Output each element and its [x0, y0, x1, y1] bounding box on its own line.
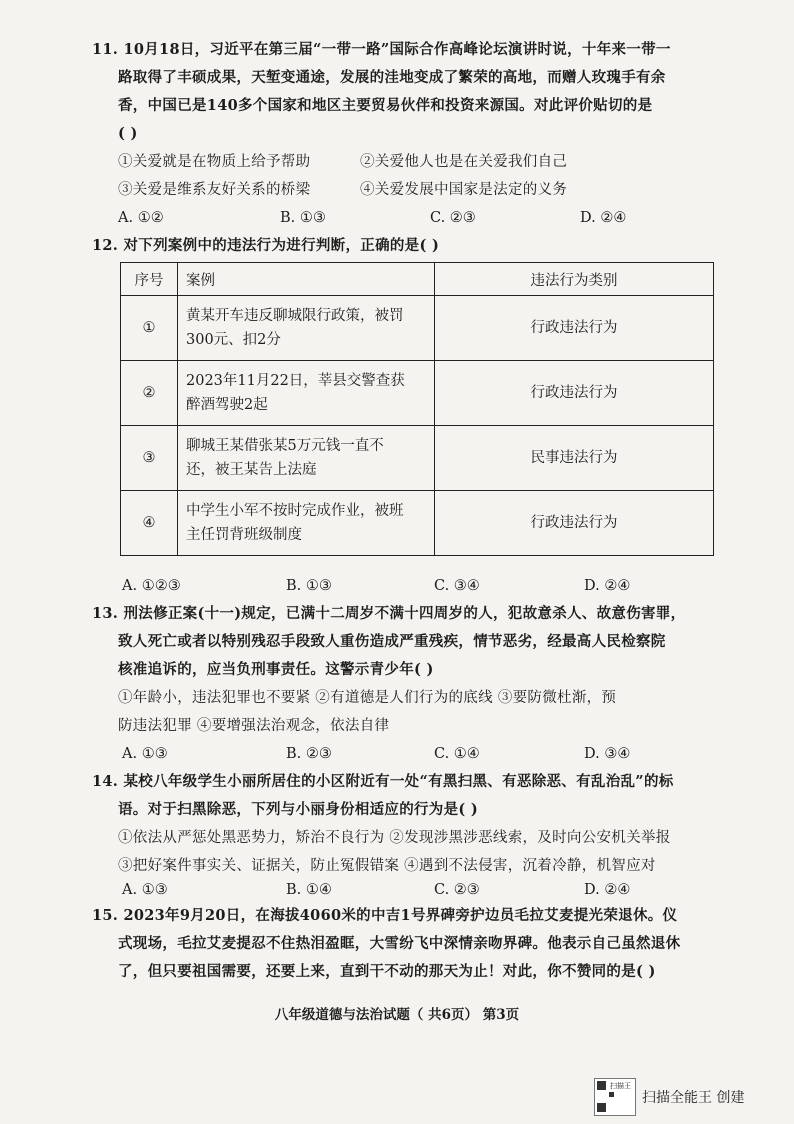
q13-line: 13. 刑法修正案(十一)规定，已满十二周岁不满十四周岁的人，犯故意杀人、故意伤害罪， — [92, 605, 686, 622]
q14-option-b: B. ①④ — [286, 882, 332, 898]
q13-option-b: B. ②③ — [286, 746, 332, 762]
q14-line: 14. 某校八年级学生小丽所居住的小区附近有一处“有黑扫黑、有恶除恶、有乱治乱”的标 — [92, 773, 674, 790]
case-text: 300元、扣2分 — [186, 332, 281, 348]
q14-statements: ①依法从严惩处黑恶势力，矫治不良行为 ②发现涉黑涉恶线索，及时向公安机关举报 — [118, 830, 671, 846]
q12-option-a: A. ①②③ — [122, 578, 181, 594]
q11-statement: ③关爱是维系友好关系的桥梁 — [118, 182, 311, 198]
case-text: 聊城王某借张某5万元钱一直不 — [186, 438, 384, 454]
row-number: ③ — [121, 426, 178, 491]
q13-statements: 防违法犯罪 ④要增强法治观念，依法自律 — [118, 718, 390, 734]
row-number: ④ — [121, 491, 178, 556]
table-row — [121, 491, 714, 556]
q11-statement: ②关爱他人也是在关爱我们自己 — [360, 154, 568, 170]
row-number: ② — [121, 361, 178, 426]
row-case — [178, 491, 435, 556]
row-case — [178, 426, 435, 491]
qr-code-icon — [594, 1078, 636, 1116]
cases-table — [120, 262, 714, 556]
row-case — [178, 296, 435, 361]
q11-option-b: B. ①③ — [280, 210, 326, 226]
q12-stem: 12. 对下列案例中的违法行为进行判断，正确的是( ) — [92, 237, 440, 254]
q13-statements: ①年龄小，违法犯罪也不要紧 ②有道德是人们行为的底线 ③要防微杜渐，预 — [118, 690, 617, 706]
q15-line: 15. 2023年9月20日，在海拔4060米的中吉1号界碑旁护边员毛拉艾麦提光荣退休。仪 — [92, 907, 678, 924]
table-row — [121, 296, 714, 361]
q11-statement: ①关爱就是在物质上给予帮助 — [118, 154, 311, 170]
page-footer: 八年级道德与法治试题（ 共6页） 第3页 — [274, 1007, 520, 1023]
q13-option-c: C. ①④ — [434, 746, 480, 762]
q11-line: 香，中国已是140多个国家和地区主要贸易伙伴和投资来源国。对此评价贴切的是 — [118, 97, 653, 114]
q15-line: 式现场，毛拉艾麦提忍不住热泪盈眶，大雪纷飞中深情亲吻界碑。他表示自己虽然退休 — [118, 935, 681, 952]
case-text: 醉酒驾驶2起 — [186, 397, 268, 413]
table-row — [121, 361, 714, 426]
q15-line: 了，但只要祖国需要，还要上来，直到干不动的那天为止！对此，你不赞同的是( ) — [118, 963, 656, 980]
case-text: 中学生小军不按时完成作业，被班 — [186, 503, 404, 519]
q11-line: 11. 10月18日，习近平在第三届“一带一路”国际合作高峰论坛演讲时说，十年来一带一 — [92, 41, 671, 58]
table-header-row — [121, 263, 714, 296]
q13-line: 致人死亡或者以特别残忍手段致人重伤造成严重残疾，情节恶劣，经最高人民检察院 — [118, 633, 666, 650]
q14-option-c: C. ②③ — [434, 882, 480, 898]
q11-option-c: C. ②③ — [430, 210, 476, 226]
q11-statement: ④关爱发展中国家是法定的义务 — [360, 182, 568, 198]
q11-option-d: D. ②④ — [580, 210, 627, 226]
watermark-text: 扫描全能王 创建 — [642, 1090, 745, 1106]
case-text: 2023年11月22日，莘县交警查获 — [186, 373, 405, 389]
q14-option-a: A. ①③ — [122, 882, 168, 898]
row-type: 行政违法行为 — [435, 361, 714, 426]
header-case: 案例 — [178, 263, 435, 296]
qr-label: 扫描王 — [610, 1082, 631, 1090]
row-case — [178, 361, 435, 426]
q12-option-b: B. ①③ — [286, 578, 332, 594]
q14-statements: ③把好案件事实关、证据关，防止冤假错案 ④遇到不法侵害，沉着冷静，机智应对 — [118, 858, 656, 874]
case-text: 主任罚背班级制度 — [186, 527, 302, 543]
case-text: 还，被王某告上法庭 — [186, 462, 317, 478]
q14-option-d: D. ②④ — [584, 882, 631, 898]
table-row — [121, 426, 714, 491]
header-number: 序号 — [121, 263, 178, 296]
q12-option-d: D. ②④ — [584, 578, 631, 594]
row-type: 民事违法行为 — [435, 426, 714, 491]
q13-option-a: A. ①③ — [122, 746, 168, 762]
q11-answer-blank: ( ) — [118, 125, 138, 142]
q13-line: 核准追诉的，应当负刑事责任。这警示青少年( ) — [118, 661, 434, 678]
header-type: 违法行为类别 — [435, 263, 714, 296]
scanner-watermark — [594, 1078, 744, 1116]
case-text: 黄某开车违反聊城限行政策，被罚 — [186, 308, 404, 324]
row-type: 行政违法行为 — [435, 296, 714, 361]
q11-option-a: A. ①② — [118, 210, 164, 226]
q12-option-c: C. ③④ — [434, 578, 480, 594]
q14-line: 语。对于扫黑除恶，下列与小丽身份相适应的行为是( ) — [118, 801, 479, 818]
row-type: 行政违法行为 — [435, 491, 714, 556]
q13-option-d: D. ③④ — [584, 746, 631, 762]
row-number: ① — [121, 296, 178, 361]
q11-line: 路取得了丰硕成果，天堑变通途，发展的洼地变成了繁荣的高地，而赠人玫瑰手有余 — [118, 69, 666, 86]
